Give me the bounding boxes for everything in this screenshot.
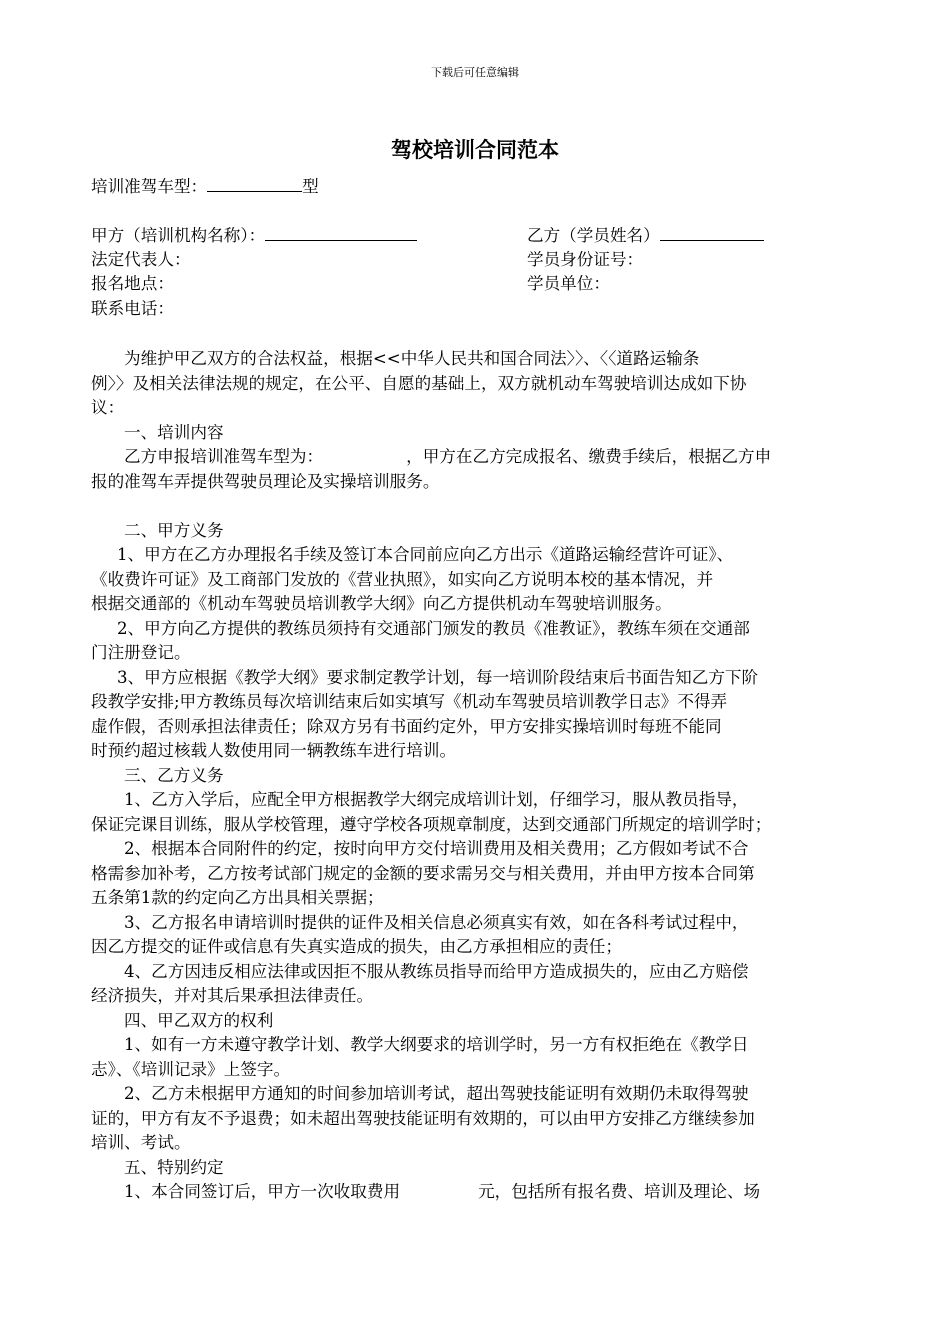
s4-item-2-line-3: 培训、考试。 xyxy=(91,1133,191,1152)
intro-line-2: 例〉〉及相关法律法规的规定，在公平、自愿的基础上，双方就机动车驾驶培训达成如下协 xyxy=(91,373,747,393)
s3-item-1-line-2: 保证完课目训练，服从学校管理，遵守学校各项规章制度，达到交通部门所规定的培训学时； xyxy=(91,814,772,834)
student-id-label: 学员身份证号： xyxy=(527,249,644,269)
address-label: 报名地点： xyxy=(91,274,174,293)
s3-item-2-line-3: 五条第1款的约定向乙方出具相关票据； xyxy=(91,888,384,907)
s2-item-2-line-2: 门注册登记。 xyxy=(91,643,191,662)
section-4-title: 四、甲乙双方的权利 xyxy=(124,1010,274,1030)
s3-item-2-line-1: 2、根据本合同附件的约定，按时向甲方交付培训费用及相关费用；乙方假如考试不合 xyxy=(124,839,749,858)
vehicle-type-blank[interactable] xyxy=(207,174,302,192)
vehicle-type-line xyxy=(91,174,871,199)
party-names-row xyxy=(91,223,871,248)
s3-item-3-line-2: 因乙方提交的证件或信息有失真实造成的损失，由乙方承担相应的责任； xyxy=(91,937,622,956)
s3-item-3-line-1: 3、乙方报名申请培训时提供的证件及相关信息必须真实有效，如在各科考试过程中， xyxy=(124,912,749,932)
contract-body xyxy=(91,347,871,1205)
s5-item-1-line-1 xyxy=(91,1180,871,1205)
section-1-para-line-2: 报的准驾车弄提供驾驶员理论及实操培训服务。 xyxy=(91,471,440,491)
intro-line-1: 为维护甲乙双方的合法权益，根据<<中华人民共和国合同法〉〉、〈〈道路运输条 xyxy=(124,349,700,368)
s2-item-1-line-3: 根据交通部的《机动车驾驶员培训教学大纲》向乙方提供机动车驾驶培训服务。 xyxy=(91,594,672,613)
s2-item-3-line-4: 时预约超过核载人数使用同一辆教练车进行培训。 xyxy=(91,741,457,760)
s4-item-1-line-1: 1、如有一方未遵守教学计划、教学大纲要求的培训学时，另一方有权拒绝在《教学日 xyxy=(124,1035,749,1054)
party-a-name-label: 甲方（培训机构名称）： xyxy=(91,226,266,245)
section-1-para-line-1 xyxy=(91,445,871,470)
vehicle-type-suffix: 型 xyxy=(302,177,319,196)
s5-text-a: 1、本合同签订后，甲方一次收取费用 xyxy=(124,1182,401,1201)
s4-item-2-line-2: 证的，甲方有友不予退费；如未超出驾驶技能证明有效期的，可以由甲方安排乙方继续参加 xyxy=(91,1108,755,1128)
s2-item-3-line-2: 段教学安排;甲方教练员每次培训结束后如实填写《机动车驾驶员培训教学日志》不得弄 xyxy=(91,692,728,711)
section-1-title: 一、培训内容 xyxy=(124,422,224,442)
s3-item-4-line-1: 4、乙方因违反相应法律或因拒不服从教练员指导而给甲方造成损失的，应由乙方赔偿 xyxy=(124,961,749,981)
s2-item-3-line-1: 3、甲方应根据《教学大纲》要求制定教学计划，每一培训阶段结束后书面告知乙方下阶 xyxy=(117,667,759,687)
section-2-title: 二、甲方义务 xyxy=(124,520,224,540)
s1-text-a: 乙方申报培训准驾车型为： xyxy=(124,447,324,466)
s3-item-1-line-1: 1、乙方入学后，应配全甲方根据教学大纲完成培训计划，仔细学习，服从教员指导， xyxy=(124,790,749,809)
legal-rep-row xyxy=(91,248,871,273)
s2-item-3-line-3: 虚作假，否则承担法律责任；除双方另有书面约定外，甲方安排实操培训时每班不能同 xyxy=(91,716,722,736)
page-header-note: 下载后可任意编辑 xyxy=(431,66,519,79)
vehicle-type-label: 培训准驾车型： xyxy=(91,177,208,196)
s2-item-1-line-1: 1、甲方在乙方办理报名手续及签订本合同前应向乙方出示《道路运输经营许可证》、 xyxy=(117,545,734,564)
document-title: 驾校培训合同范本 xyxy=(391,137,559,162)
s2-item-2-line-1: 2、甲方向乙方提供的教练员须持有交通部门颁发的教员《准教证》，教练车须在交通部 xyxy=(117,618,750,638)
s4-item-1-line-2: 志》、《培训记录》上签字。 xyxy=(91,1059,291,1079)
party-info xyxy=(91,174,871,321)
s5-text-b: 元，包括所有报名费、培训及理论、场 xyxy=(478,1182,761,1201)
intro-line-3: 议： xyxy=(91,398,125,417)
s3-item-4-line-2: 经济损失，并对其后果承担法律责任。 xyxy=(91,986,374,1005)
phone-label: 联系电话： xyxy=(91,298,174,318)
section-3-title: 三、乙方义务 xyxy=(124,765,224,785)
legal-rep-label: 法定代表人： xyxy=(91,249,191,269)
s3-item-2-line-2: 格需参加补考，乙方按考试部门规定的金额的要求需另交与相关费用，并由甲方按本合同第 xyxy=(91,863,755,883)
s4-item-2-line-1: 2、乙方未根据甲方通知的时间参加培训考试，超出驾驶技能证明有效期仍未取得驾驶 xyxy=(124,1084,749,1103)
party-a-name-blank[interactable] xyxy=(265,223,417,241)
student-unit-label: 学员单位： xyxy=(527,274,610,293)
s2-item-1-line-2: 《收费许可证》及工商部门发放的《营业执照》，如实向乙方说明本校的基本情况，并 xyxy=(91,569,714,589)
party-b-name-label: 乙方（学员姓名） xyxy=(527,226,660,245)
s1-text-b: ，甲方在乙方完成报名、缴费手续后，根据乙方申 xyxy=(406,447,772,466)
section-5-title: 五、特别约定 xyxy=(124,1157,224,1177)
address-row xyxy=(91,272,871,297)
party-b-name-blank[interactable] xyxy=(660,223,764,241)
